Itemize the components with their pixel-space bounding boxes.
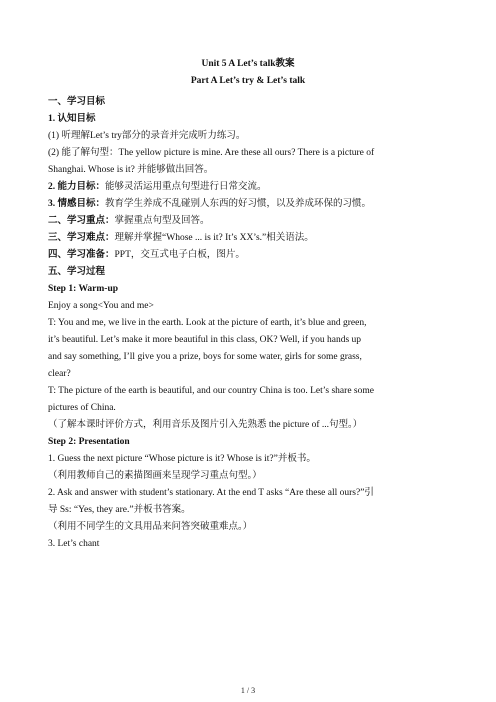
emotion-goal-text: 教育学生养成不乱碰别人东西的好习惯，以及养成环保的习惯。: [105, 199, 372, 209]
preparation-label: 四、学习准备：: [48, 250, 115, 260]
song-line: Enjoy a song<You and me>: [48, 301, 154, 311]
section-process: 五、学习过程: [48, 267, 106, 277]
cognitive-goal-2: (2) 能了解句型：The yellow picture is mine. Are these all ours? There is a picture of: [48, 148, 375, 158]
document-body: [48, 56, 448, 553]
preparation: [48, 247, 448, 264]
cognitive-goal-2-cont: Shanghai. Whose is it? 并能够做出回答。: [48, 165, 214, 175]
cognitive-goal-1: (1) 听理解Let’s try部分的录音并完成听力练习。: [48, 131, 246, 141]
step1-heading: Step 1: Warm-up: [48, 284, 119, 294]
note-1: （了解本课时评价方式，利用音乐及图片引入先熟悉 the picture of ...句型。）: [48, 420, 363, 430]
note-3: （利用不同学生的文具用品来问答突破重难点。）: [48, 522, 253, 532]
step2-heading: Step 2: Presentation: [48, 437, 130, 447]
teacher-line-1d: clear?: [48, 369, 71, 379]
cognitive-goal-heading: 1. 认知目标: [48, 114, 96, 124]
presentation-2a: 2. Ask and answer with student’s stationary. At the end T asks “Are these all ours?”引: [48, 488, 374, 498]
key-points-text: 掌握重点句型及回答。: [114, 216, 210, 226]
difficult-points-text: 理解并掌握“Whose ... is it? It’s XX’s.”相关语法。: [114, 233, 314, 243]
ability-goal-label: 2. 能力目标：: [48, 182, 106, 192]
preparation-text: PPT，交互式电子白板，图片。: [114, 250, 245, 260]
key-points-label: 二、学习重点：: [48, 216, 115, 226]
page-number: 1 / 3: [240, 686, 256, 695]
difficult-points: [48, 230, 448, 247]
teacher-line-2a: T: The picture of the earth is beautiful, and our country China is too. Let’s share some: [48, 386, 374, 396]
teacher-line-1a: T: You and me, we live in the earth. Look at the picture of earth, it’s blue and green,: [48, 318, 367, 328]
emotion-goal: [48, 196, 448, 213]
doc-title: Unit 5 A Let’s talk教案: [201, 59, 295, 69]
note-2: （利用教师自己的素描图画来呈现学习重点句型。）: [48, 471, 262, 481]
presentation-1: 1. Guess the next picture “Whose picture is it? Whose is it?”并板书。: [48, 454, 316, 464]
presentation-2b: 导 Ss: “Yes, they are.”并板书答案。: [48, 505, 191, 515]
teacher-line-2b: pictures of China.: [48, 403, 116, 413]
ability-goal: [48, 179, 448, 196]
key-points: [48, 213, 448, 230]
emotion-goal-label: 3. 情感目标：: [48, 199, 106, 209]
presentation-3: 3. Let’s chant: [48, 539, 100, 549]
ability-goal-text: 能够灵活运用重点句型进行日常交流。: [105, 182, 267, 192]
teacher-line-1c: and say something, I’ll give you a prize, boys for some water, girls for some grass,: [48, 352, 362, 362]
section-objectives: 一、学习目标: [48, 97, 106, 107]
difficult-points-label: 三、学习难点：: [48, 233, 115, 243]
doc-subtitle: Part A Let’s try & Let’s talk: [190, 76, 306, 86]
teacher-line-1b: it’s beautiful. Let’s make it more beautiful in this class, OK? Well, if you hands up: [48, 335, 362, 345]
